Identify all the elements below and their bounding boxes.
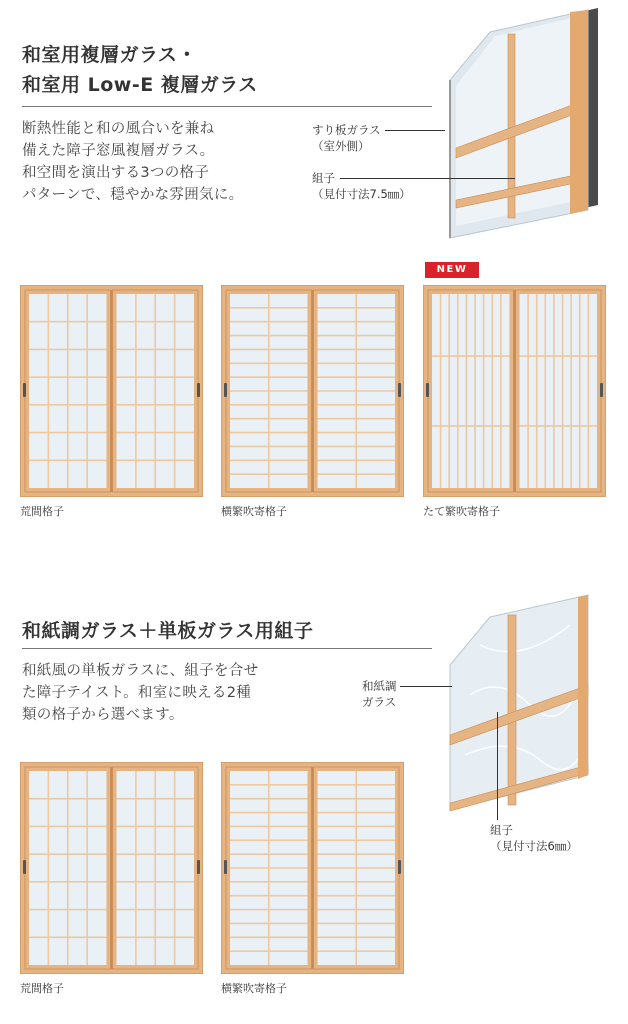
section1-title-line1: 和室用複層ガラス・ [22,44,197,66]
callout-text: 和紙調 [362,679,397,693]
new-badge: NEW [425,262,479,278]
callout-frosted-glass [312,122,381,154]
callout-lattice [312,170,411,202]
frame-edge [578,595,588,779]
callout-line [385,130,445,131]
window-handle [197,383,200,397]
glass-pane [432,294,510,488]
window-grid-2 [20,762,203,974]
desc-line: 類の格子から選べます。 [22,707,184,723]
window-handle [23,383,26,397]
window-handle [23,860,26,874]
callout-text: （室外側） [312,139,370,153]
section2-description [22,660,322,726]
callout-line [400,686,452,687]
double-glass-illustration [420,0,620,240]
desc-line: た障子テイスト。和室に映える2種 [22,685,252,701]
section2-divider [22,648,432,649]
window-handle [224,860,227,874]
glass-pane [520,294,598,488]
callout-text: 組子 [312,171,335,185]
window-vertical-1 [423,285,606,497]
desc-line: 備えた障子窓風複層ガラス。 [22,143,215,159]
window-horizontal-1 [221,285,404,497]
callout-line [497,712,498,820]
callout-line [340,178,515,179]
section1-divider [22,106,432,107]
window-handle [600,383,603,397]
callout-text: （見付寸法6㎜） [490,839,578,853]
window-handle [197,860,200,874]
window-horizontal-2 [221,762,404,974]
callout-text: ガラス [362,695,397,709]
caption-window-4: 荒間格子 [20,982,64,995]
callout-washi-glass [362,678,397,710]
window-handle [398,860,401,874]
caption-window-2: 横繁吹寄格子 [221,505,287,518]
section1-title-line2: 和室用 Low-E 複層ガラス [22,74,258,96]
callout-text: 組子 [490,823,513,837]
desc-line: 断熱性能と和の風合いを兼ね [22,121,215,137]
lattice-vertical [508,615,516,805]
desc-line: 和紙風の単板ガラスに、組子を合せ [22,663,259,679]
caption-window-1: 荒間格子 [20,505,64,518]
window-grid-1 [20,285,203,497]
callout-text: （見付寸法7.5㎜） [312,187,411,201]
callout-lattice-2 [490,822,578,854]
section1-description [22,118,322,206]
caption-window-5: 横繁吹寄格子 [221,982,287,995]
desc-line: パターンで、穏やかな雰囲気に。 [22,187,244,203]
caption-window-3: たて繁吹寄格子 [423,505,500,518]
window-handle [398,383,401,397]
window-handle [224,383,227,397]
window-handle [426,383,429,397]
section2-title: 和紙調ガラス＋単板ガラス用組子 [22,620,314,642]
washi-glass-illustration [420,585,620,825]
frame-edge [570,10,588,214]
callout-text: すり板ガラス [312,123,381,137]
desc-line: 和空間を演出する3つの格子 [22,165,210,181]
